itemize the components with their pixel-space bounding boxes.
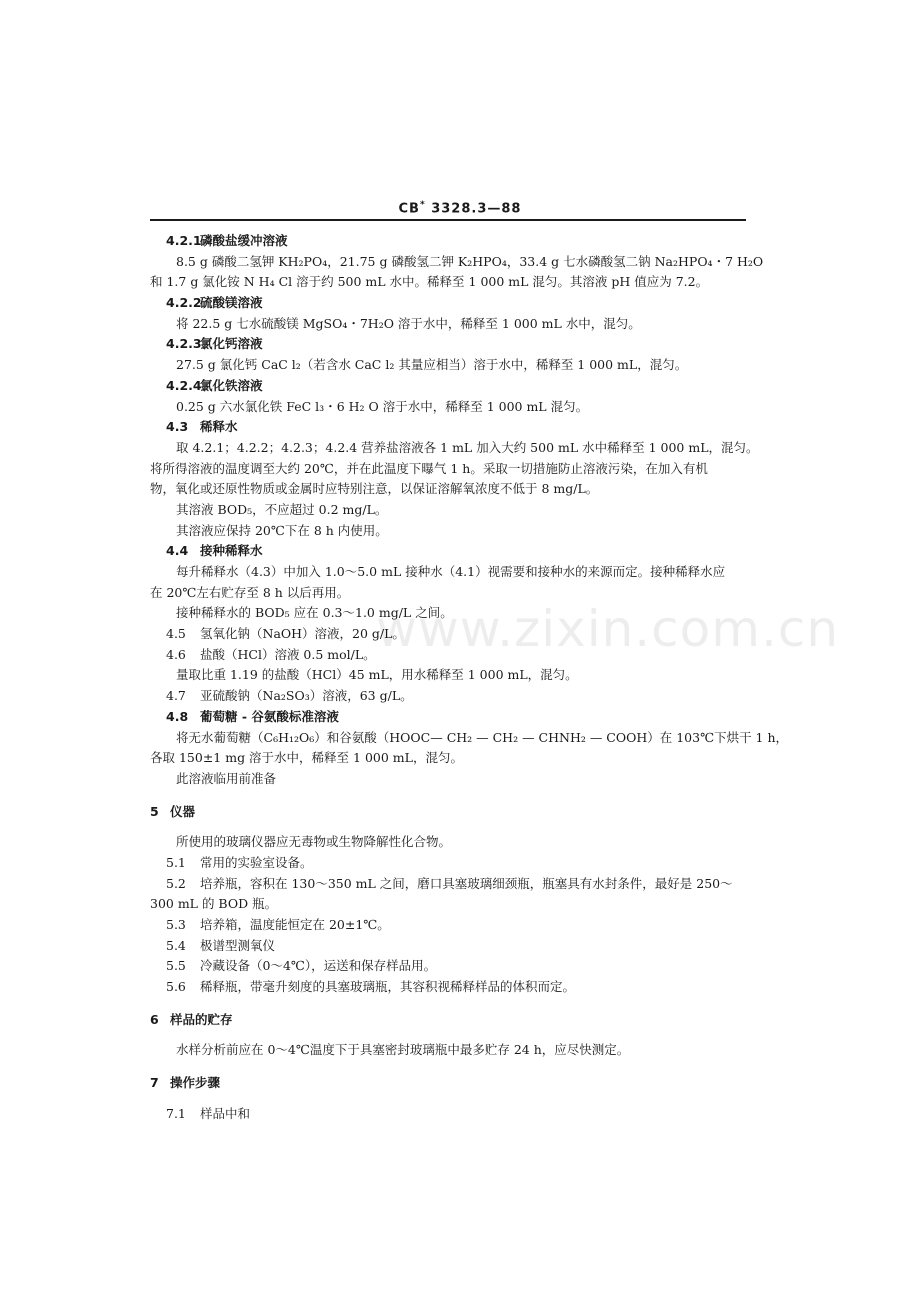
doc-line-5-2-p1 bbox=[150, 894, 750, 915]
standard-star: * bbox=[419, 200, 426, 210]
clause-number: 4.5 bbox=[166, 626, 186, 642]
line-text: 稀释瓶，带毫升刻度的具塞玻璃瓶，其容积视稀释样品的体积而定。 bbox=[200, 979, 576, 995]
clause-number: 5.1 bbox=[166, 854, 186, 870]
doc-line-4-2-1-title bbox=[150, 231, 750, 252]
line-text: 此溶液临用前准备 bbox=[176, 770, 277, 786]
clause-number: 5.5 bbox=[166, 958, 186, 974]
line-text: 硫酸镁溶液 bbox=[200, 295, 263, 311]
clause-number: 4.6 bbox=[166, 646, 186, 662]
section-gap bbox=[150, 998, 750, 1010]
clause-number: 5.6 bbox=[166, 979, 186, 995]
clause-number: 5.4 bbox=[166, 937, 186, 953]
doc-line-4-2-2-p1 bbox=[150, 314, 750, 335]
doc-line-7-1 bbox=[150, 1104, 750, 1125]
page-header bbox=[0, 200, 920, 216]
clause-number: 4.2.3 bbox=[166, 336, 202, 352]
line-text: 常用的实验室设备。 bbox=[200, 854, 313, 870]
doc-line-5-2 bbox=[150, 874, 750, 895]
doc-line-4-2-1-p2 bbox=[150, 272, 750, 293]
line-text: 8.5 g 磷酸二氢钾 KH₂PO₄，21.75 g 磷酸氢二钾 K₂HPO₄，33.4 g 七水磷酸氢二钠 Na₂HPO₄・7 H₂O bbox=[176, 253, 764, 269]
section-gap bbox=[150, 1094, 750, 1104]
clause-number: 5.3 bbox=[166, 917, 186, 932]
line-text: 和 1.7 g 氯化铵 N H₄ Cl 溶于约 500 mL 水中。稀释至 1 000 mL 混匀。其溶液 pH 值应为 7.2。 bbox=[150, 274, 709, 290]
line-text: 样品中和 bbox=[200, 1105, 251, 1121]
doc-line-4-6-p1 bbox=[150, 665, 750, 686]
doc-line-4-8-p2 bbox=[150, 748, 750, 769]
doc-line-4-8-p1 bbox=[150, 728, 789, 749]
clause-number: 4.2.2 bbox=[166, 295, 202, 311]
doc-line-4-3-p1 bbox=[150, 438, 759, 459]
doc-line-4-3-title bbox=[150, 417, 750, 438]
doc-line-4-2-4-title bbox=[150, 376, 750, 397]
doc-line-4-3-p3 bbox=[150, 479, 750, 500]
line-text: 培养瓶，容积在 130～350 mL 之间，磨口具塞玻璃细颈瓶，瓶塞具有水封条件，最好是 250～ bbox=[200, 875, 733, 891]
line-text: 极谱型测氧仪 bbox=[200, 937, 276, 953]
section-number: 7 bbox=[150, 1075, 159, 1091]
line-text: 0.25 g 六水氯化铁 FeC l₃・6 H₂ O 溶于水中，稀释至 1 000 mL 混匀。 bbox=[176, 398, 589, 414]
line-text: 将 22.5 g 七水硫酸镁 MgSO₄・7H₂O 溶于水中，稀释至 1 000 mL 水中，混匀。 bbox=[176, 315, 641, 331]
doc-line-4-3-p4 bbox=[150, 500, 750, 521]
line-text: 各取 150±1 mg 溶于水中，稀释至 1 000 mL，混匀。 bbox=[150, 750, 463, 766]
clause-number: 4.8 bbox=[166, 708, 189, 724]
section-number: 6 bbox=[150, 1011, 159, 1027]
section-gap bbox=[150, 1061, 750, 1073]
section-gap bbox=[150, 822, 750, 832]
line-text: 所使用的玻璃仪器应无毒物或生物降解性化合物。 bbox=[176, 834, 452, 850]
line-text: 氯化铁溶液 bbox=[200, 377, 263, 393]
doc-line-4-8-title bbox=[150, 707, 750, 728]
clause-number: 4.7 bbox=[166, 688, 186, 704]
doc-line-6-title bbox=[150, 1010, 750, 1031]
header-rule bbox=[150, 219, 746, 221]
doc-line-5-5 bbox=[150, 956, 750, 977]
doc-line-4-4-title bbox=[150, 541, 750, 562]
line-text: 接种稀释水的 BOD₅ 应在 0.3～1.0 mg/L 之间。 bbox=[176, 605, 453, 621]
doc-line-4-3-p5 bbox=[150, 521, 750, 542]
standard-number: 3328.3—88 bbox=[431, 201, 522, 217]
standard-code: CB bbox=[398, 201, 420, 217]
doc-line-4-8-p3 bbox=[150, 769, 750, 790]
line-text: 操作步骤 bbox=[170, 1075, 221, 1091]
section-gap bbox=[150, 790, 750, 802]
doc-line-5-p1 bbox=[150, 832, 750, 853]
line-text: 27.5 g 氯化钙 CaC l₂（若含水 CaC l₂ 其量应相当）溶于水中，稀释至 1 000 mL，混匀。 bbox=[176, 357, 688, 373]
line-text: 物，氧化或还原性物质或金属时应特别注意，以保证溶解氧浓度不低于 8 mg/L。 bbox=[150, 481, 599, 497]
clause-number: 5.2 bbox=[166, 875, 186, 891]
line-text: 将无水葡萄糖（C₆H₁₂O₆）和谷氨酸（HOOC— CH₂ — CH₂ — CHNH₂ — COOH）在 103℃下烘干 1 h， bbox=[176, 729, 789, 745]
doc-line-5-1 bbox=[150, 853, 750, 874]
doc-line-5-title bbox=[150, 802, 750, 823]
doc-line-4-2-1-p1 bbox=[150, 252, 764, 273]
line-text: 接种稀释水 bbox=[200, 543, 263, 559]
line-text: 盐酸（HCl）溶液 0.5 mol/L。 bbox=[200, 646, 376, 662]
document-body bbox=[150, 231, 789, 1125]
clause-number: 4.4 bbox=[166, 543, 189, 559]
clause-number: 4.2.4 bbox=[166, 377, 202, 393]
doc-line-5-4 bbox=[150, 936, 750, 957]
doc-line-4-2-4-p1 bbox=[150, 397, 750, 418]
clause-number: 4.2.1 bbox=[166, 233, 202, 248]
line-text: 样品的贮存 bbox=[170, 1011, 233, 1027]
line-text: 其溶液应保持 20℃下在 8 h 内使用。 bbox=[176, 522, 388, 538]
doc-line-5-3 bbox=[150, 915, 750, 936]
line-text: 每升稀释水（4.3）中加入 1.0～5.0 mL 接种水（4.1）视需要和接种水的来源而定。接种稀释水应 bbox=[176, 564, 726, 579]
line-text: 培养箱，温度能恒定在 20±1℃。 bbox=[200, 917, 390, 932]
line-text: 磷酸盐缓冲溶液 bbox=[200, 233, 288, 248]
line-text: 葡萄糖 - 谷氨酸标准溶液 bbox=[200, 708, 339, 724]
doc-line-4-4-p1 bbox=[150, 562, 750, 583]
line-text: 稀释水 bbox=[200, 419, 238, 435]
line-text: 氢氧化钠（NaOH）溶液，20 g/L。 bbox=[200, 626, 405, 642]
line-text: 水样分析前应在 0～4℃温度下于具塞密封玻璃瓶中最多贮存 24 h，应尽快测定。 bbox=[176, 1042, 630, 1058]
line-text: 亚硫酸钠（Na₂SO₃）溶液，63 g/L。 bbox=[200, 688, 413, 704]
doc-line-5-6 bbox=[150, 977, 750, 998]
clause-number: 7.1 bbox=[166, 1105, 186, 1121]
doc-line-4-7 bbox=[150, 686, 750, 707]
doc-line-4-2-3-title bbox=[150, 334, 750, 355]
doc-line-7-title bbox=[150, 1073, 750, 1094]
line-text: 氯化钙溶液 bbox=[200, 336, 263, 352]
clause-number: 4.3 bbox=[166, 419, 189, 435]
line-text: 冷藏设备（0～4℃），运送和保存样品用。 bbox=[200, 958, 437, 974]
doc-line-4-2-2-title bbox=[150, 293, 750, 314]
line-text: 量取比重 1.19 的盐酸（HCl）45 mL，用水稀释至 1 000 mL，混匀。 bbox=[176, 667, 578, 683]
line-text: 300 mL 的 BOD 瓶。 bbox=[150, 896, 278, 912]
line-text: 在 20℃左右贮存至 8 h 以后再用。 bbox=[150, 584, 350, 600]
line-text: 将所得溶液的温度调至大约 20℃，并在此温度下曝气 1 h。采取一切措施防止溶液污染，在加入有机 bbox=[150, 460, 708, 476]
doc-line-4-2-3-p1 bbox=[150, 355, 750, 376]
section-gap bbox=[150, 1030, 750, 1040]
section-number: 5 bbox=[150, 803, 159, 819]
watermark: www.zixin.com.cn bbox=[376, 600, 840, 658]
doc-line-4-3-p2 bbox=[150, 459, 750, 480]
line-text: 仪器 bbox=[170, 803, 196, 819]
line-text: 其溶液 BOD₅，不应超过 0.2 mg/L。 bbox=[176, 501, 388, 517]
line-text: 取 4.2.1；4.2.2；4.2.3；4.2.4 营养盐溶液各 1 mL 加入大约 500 mL 水中稀释至 1 000 mL，混匀。 bbox=[176, 439, 759, 455]
doc-line-6-p1 bbox=[150, 1040, 750, 1061]
